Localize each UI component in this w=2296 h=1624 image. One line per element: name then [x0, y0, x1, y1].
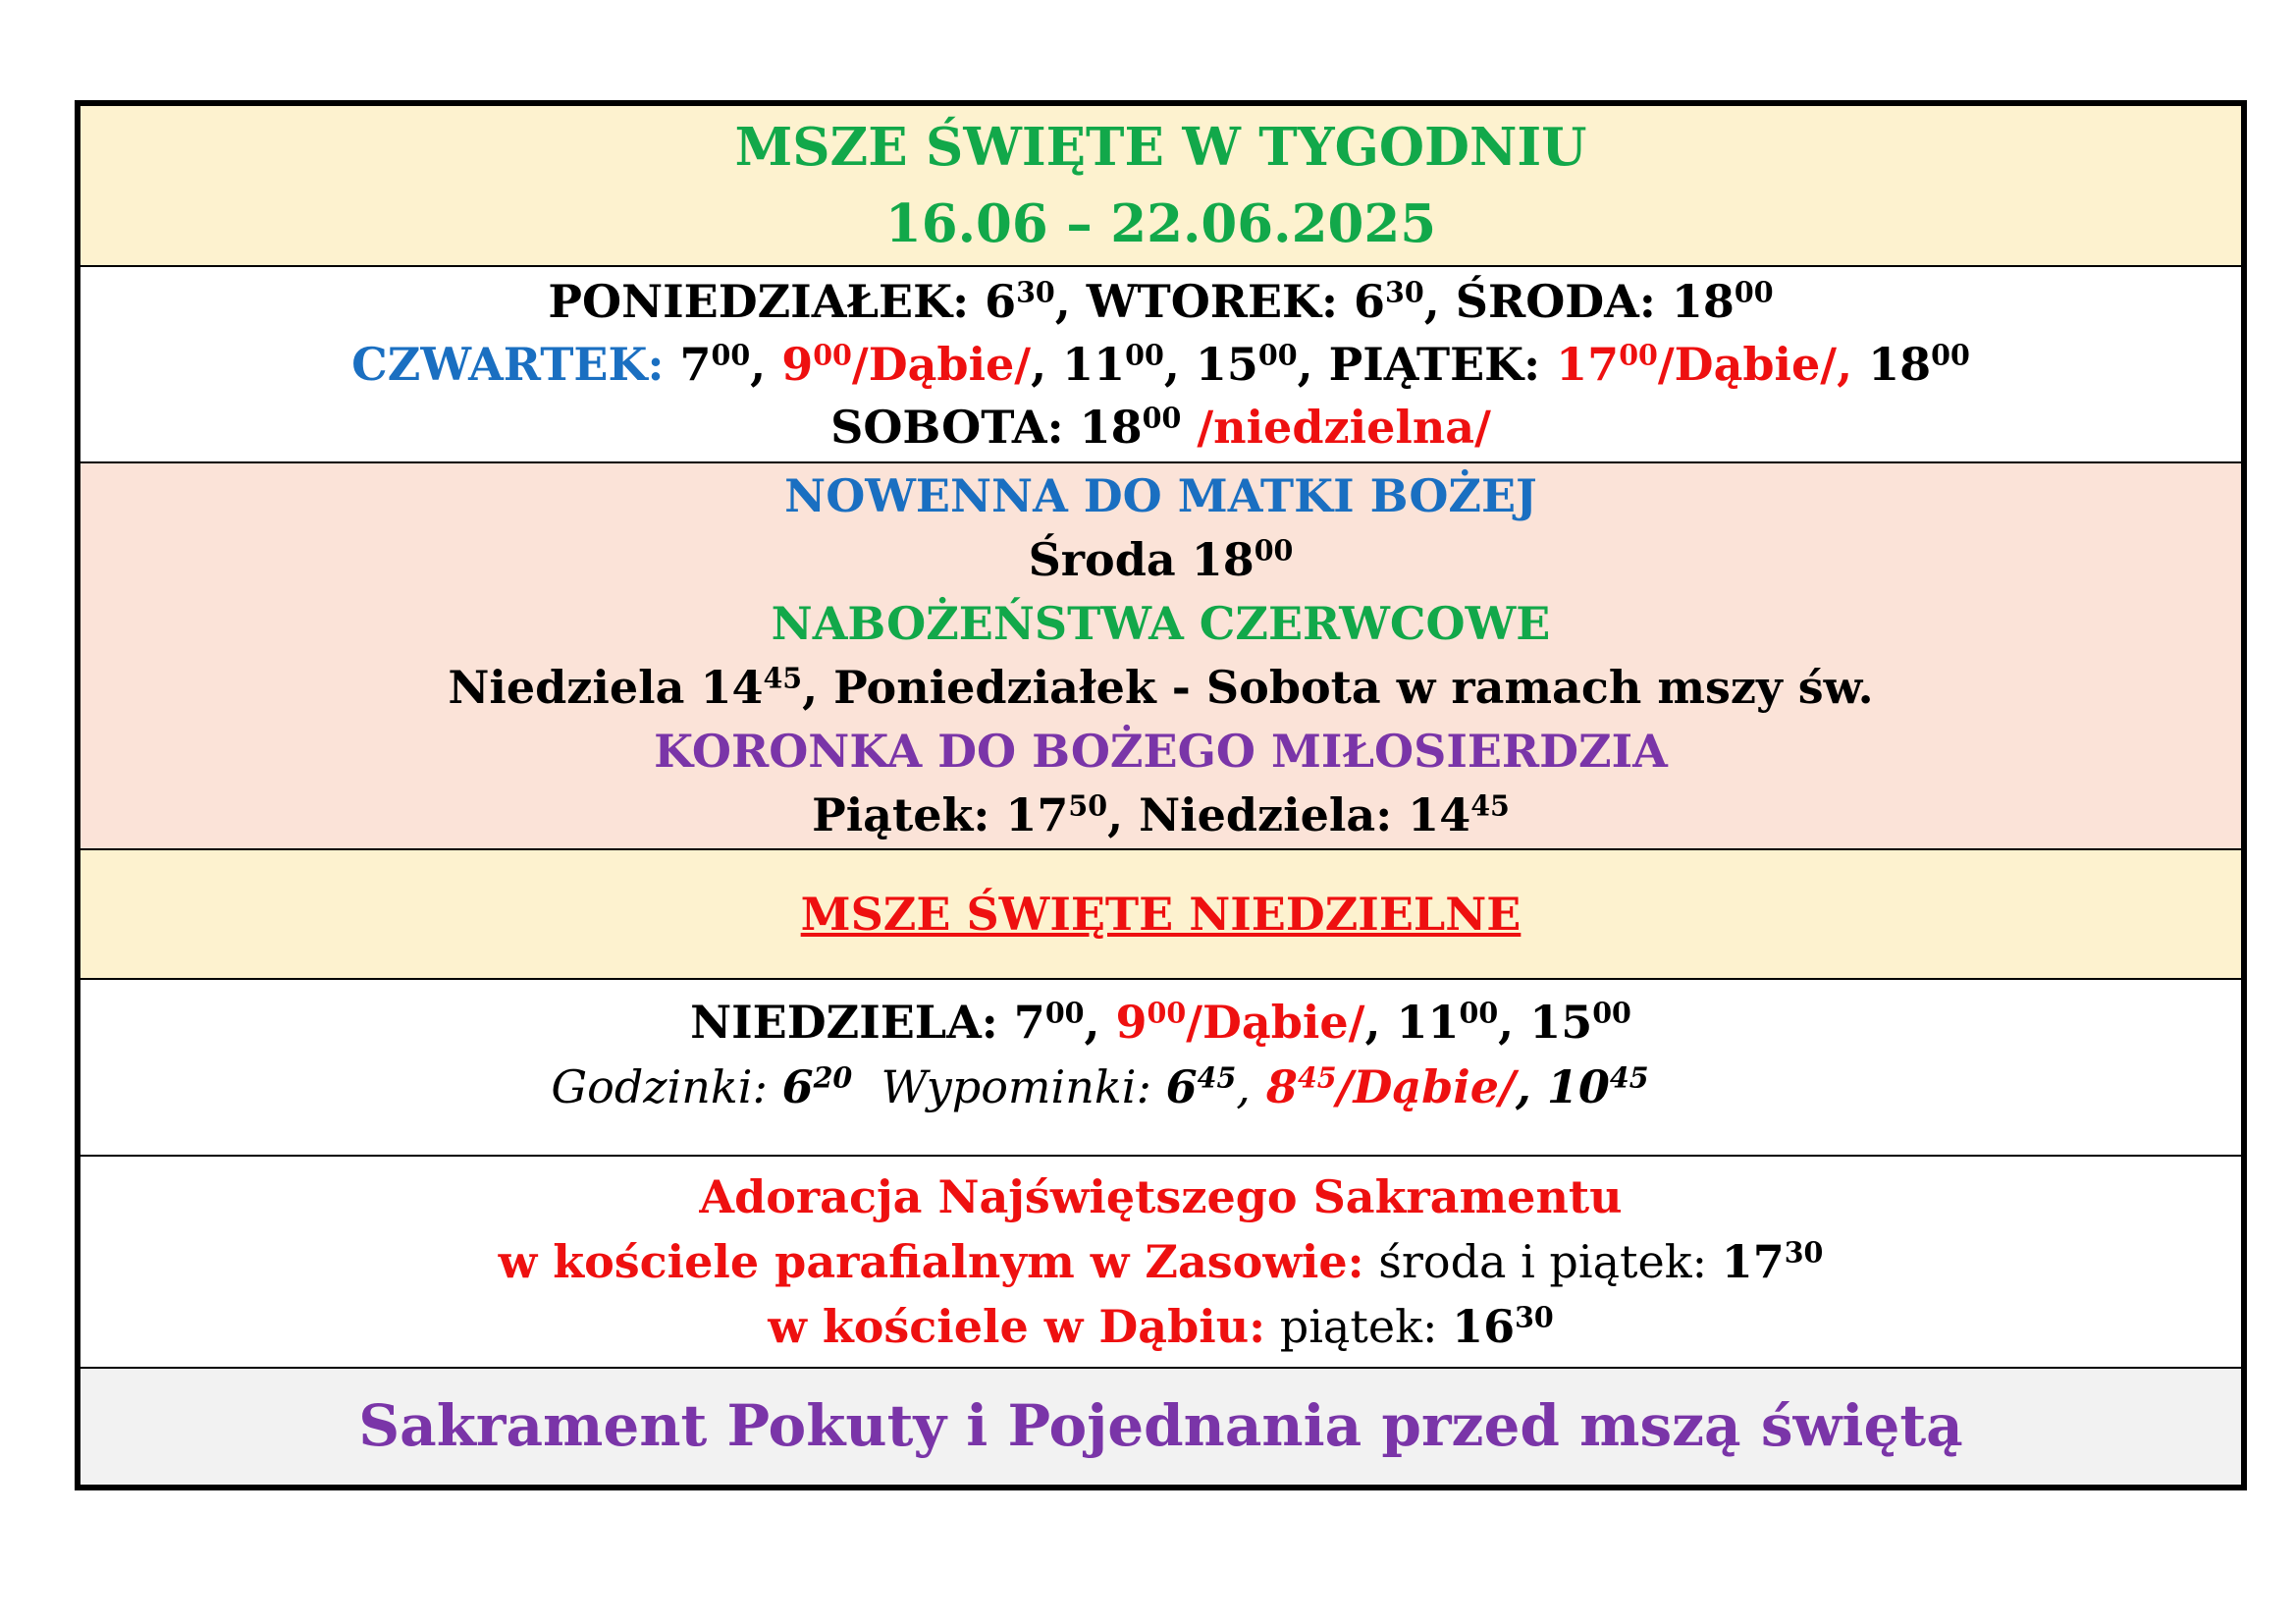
time-sup: 00 — [1931, 338, 1970, 372]
sunday-line-1 — [690, 990, 1631, 1055]
novena-title: NOWENNA DO MATKI BOŻEJ — [784, 469, 1537, 522]
time-sup: 30 — [1784, 1235, 1824, 1270]
time-sup: 00 — [1619, 338, 1658, 372]
june-devotions-title: NABOŻEŃSTWA CZERWCOWE — [771, 597, 1551, 650]
devotions — [80, 461, 2241, 848]
sunday-title: MSZE ŚWIĘTE NIEDZIELNE — [800, 888, 1522, 941]
adoration-dabie — [768, 1294, 1554, 1359]
weekday-masses — [80, 265, 2241, 461]
weekday-line-2 — [351, 333, 1970, 396]
time-sup: 00 — [711, 338, 751, 372]
time-sup: 20 — [813, 1060, 853, 1095]
zasow-label: w kościele parafialnym w Zasowie: — [498, 1235, 1364, 1288]
time-sup: 00 — [1254, 533, 1294, 568]
tuesday-label: , WTOREK: 6 — [1054, 275, 1386, 328]
confession-footer — [80, 1367, 2241, 1485]
chaplet-title: KORONKA DO BOŻEGO MIŁOSIERDZIA — [654, 725, 1668, 778]
time-text: , Poniedziałek - Sobota w ramach mszy św. — [802, 661, 1874, 714]
sunday-masses — [80, 978, 2241, 1155]
dabie-note: /Dąbie/ — [1186, 996, 1365, 1049]
dabie-label: w kościele w Dąbiu: — [768, 1300, 1266, 1353]
time-text: 9 — [1099, 996, 1148, 1049]
time-sup: 45 — [1470, 788, 1510, 823]
time-text: 6 — [1165, 1060, 1198, 1113]
dabie-note: /Dąbie/ — [851, 338, 1032, 391]
june-devotions-time — [448, 656, 1873, 720]
time-text: 17 — [1540, 338, 1620, 391]
time-text: , 15 — [1163, 338, 1258, 391]
confession-text: Sakrament Pokuty i Pojednania przed mszą świętą — [358, 1392, 1963, 1459]
chaplet-time — [812, 784, 1510, 847]
time-text: Środa 18 — [1028, 533, 1255, 586]
time-text: Niedziela 14 — [448, 661, 764, 714]
wednesday-label: , ŚRODA: 18 — [1423, 275, 1735, 328]
time-text: , 10 — [1515, 1060, 1610, 1113]
weekday-header — [80, 106, 2241, 265]
separator: , — [1236, 1060, 1251, 1113]
time-text: 16 — [1452, 1300, 1516, 1353]
adoration-zasow — [499, 1229, 1824, 1294]
time-sup: 00 — [813, 338, 852, 372]
time-sup: 00 — [1125, 338, 1164, 372]
time-sup: 00 — [1147, 996, 1187, 1030]
dabie-note: /Dąbie/ — [1336, 1060, 1516, 1113]
time-sup: 45 — [1197, 1060, 1237, 1095]
sunday-label: NIEDZIELA: 7 — [690, 996, 1045, 1049]
time-sup: 00 — [1044, 996, 1085, 1030]
time-text: , 11 — [1031, 338, 1126, 391]
novena-time — [1029, 528, 1294, 592]
separator: , — [750, 338, 767, 391]
zasow-days: środa i piątek: — [1363, 1235, 1722, 1288]
time-sup: 30 — [1385, 275, 1424, 309]
weekday-title: MSZE ŚWIĘTE W TYGODNIU — [734, 117, 1587, 178]
weekday-line-3 — [830, 396, 1491, 459]
adoration — [80, 1155, 2241, 1367]
time-sup: 00 — [1459, 996, 1499, 1030]
time-sup: 45 — [763, 661, 803, 695]
time-sup: 50 — [1068, 788, 1108, 823]
time-sup: 00 — [1142, 401, 1182, 435]
time-text: 6 — [781, 1060, 814, 1113]
time-text: , 15 — [1498, 996, 1593, 1049]
time-text: 17 — [1721, 1235, 1785, 1288]
time-text: , Niedziela: 14 — [1107, 788, 1471, 841]
time-sup: 45 — [1609, 1060, 1649, 1095]
thursday-label: CZWARTEK: — [351, 338, 665, 391]
time-text: 9 — [766, 338, 814, 391]
sunday-vigil-note: /niedzielna/ — [1181, 401, 1491, 454]
monday-label: PONIEDZIAŁEK: 6 — [548, 275, 1017, 328]
time-sup: 45 — [1297, 1060, 1337, 1095]
time-sup: 30 — [1016, 275, 1055, 309]
dabie-note: /Dąbie/, — [1657, 338, 1853, 391]
time-text: , 11 — [1364, 996, 1460, 1049]
time-text: 8 — [1250, 1060, 1298, 1113]
time-text: 18 — [1852, 338, 1932, 391]
hours-label: Godzinki: — [551, 1060, 782, 1113]
sunday-line-2 — [551, 1055, 1648, 1119]
time-text: Piątek: 17 — [812, 788, 1069, 841]
saturday-label: SOBOTA: 18 — [830, 401, 1143, 454]
schedule-table — [75, 100, 2247, 1490]
weekday-line-1 — [548, 270, 1773, 333]
time-sup: 30 — [1515, 1300, 1554, 1334]
adoration-title: Adoracja Najświętszego Sakramentu — [699, 1170, 1623, 1223]
friday-label: , PIĄTEK: — [1297, 338, 1541, 391]
dabie-days: piątek: — [1265, 1300, 1453, 1353]
time-sup: 00 — [1257, 338, 1298, 372]
sunday-header — [80, 848, 2241, 978]
time-text: 7 — [664, 338, 712, 391]
date-range: 16.06 – 22.06.2025 — [884, 193, 1437, 254]
remembrance-label: Wypominki: — [852, 1060, 1166, 1113]
separator: , — [1084, 996, 1100, 1049]
time-sup: 00 — [1734, 275, 1774, 309]
time-sup: 00 — [1592, 996, 1631, 1030]
